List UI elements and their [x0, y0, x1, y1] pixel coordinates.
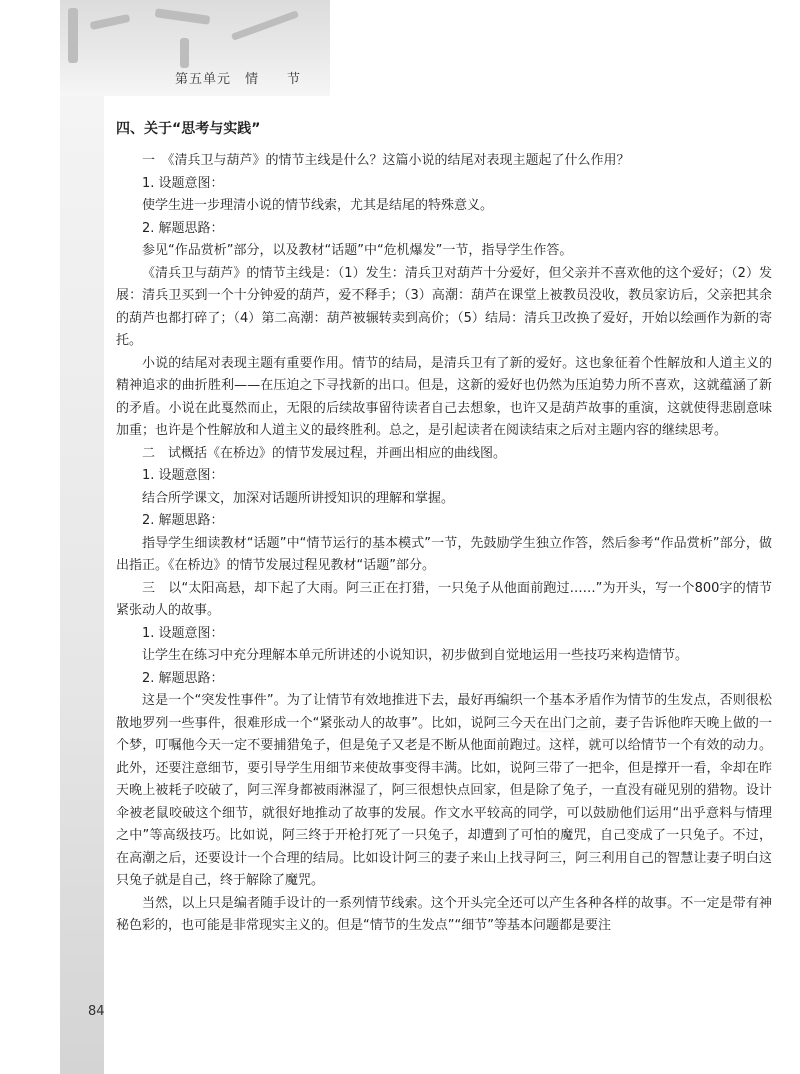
paragraph-list: [116, 150, 772, 938]
paragraph: 参见“作品赏析”部分，以及教材“话题”中“危机爆发”一节，指导学生作答。: [142, 243, 573, 258]
paragraph: 当然，以上只是编者随手设计的一系列情节线索。这个开头完全还可以产生各种各样的故事。不一定是带有神秘色彩的，也可能是非常现实主义的。但是“情节的生发点”“细节”等基本问题都是要注: [116, 895, 772, 933]
page-margin-bar: [60, 96, 104, 1074]
paragraph: 2. 解题思路：: [142, 513, 224, 528]
paragraph: 二 试概括《在桥边》的情节发展过程，并画出相应的曲线图。: [142, 445, 507, 461]
paragraph: 小说的结尾对表现主题有重要作用。情节的结局，是清兵卫有了新的爱好。这也象征着个性解放和人道主义的精神追求的曲折胜利——在压迫之下寻找新的出口。但是，这新的爱好也仍然为压迫势力所不喜欢，这就蕴涵了新的矛盾。小说在此戛然而止，无限的后续故事留待读者自己去想象，也许又是葫芦故事的重演，这就使得悲剧意味加重；也许是个性解放和人道主义的最终胜利。总之，是引起读者在阅读结束之后对主题内容的继续思考。: [116, 355, 772, 438]
paragraph: 一 《清兵卫与葫芦》的情节主线是什么？这篇小说的结尾对表现主题起了什么作用？: [142, 153, 630, 168]
paragraph: 指导学生细读教材“话题”中“情节运行的基本模式”一节，先鼓励学生独立作答，然后参考“作品赏析”部分，做出指正。《在桥边》的情节发展过程见教材“话题”部分。: [116, 535, 772, 573]
paragraph: 1. 设题意图：: [142, 175, 224, 191]
paragraph: 三 以“太阳高悬，却下起了大雨。阿三正在打猎，一只兔子从他面前跑过……”为开头，写一个800字的情节紧张动人的故事。: [116, 580, 772, 618]
paragraph: 2. 解题思路：: [142, 220, 224, 236]
unit-title: 第五单元 情 节: [175, 72, 302, 87]
paragraph: 结合所学课文，加深对话题所讲授知识的理解和掌握。: [142, 490, 455, 506]
paragraph: 1. 设题意图：: [142, 625, 224, 641]
page-number: 84: [88, 1004, 105, 1019]
paragraph: 2. 解题思路：: [142, 670, 224, 686]
main-content: [116, 118, 772, 938]
paragraph: 1. 设题意图：: [142, 468, 224, 483]
paragraph: 让学生在练习中充分理解本单元所讲述的小说知识，初步做到自觉地运用一些技巧来构造情节。: [142, 648, 689, 663]
paragraph: 这是一个“突发性事件”。为了让情节有效地推进下去，最好再编织一个基本矛盾作为情节的生发点，否则很松散地罗列一些事件，很难形成一个“紧张动人的故事”。比如，说阿三今天在出门之前，妻子告诉他昨天晚上做的一个梦，叮嘱他今天一定不要捕猎兔子，但是兔子又老是不断从他面前跑过。这样，就可以给情节一个有效的动力。此外，还要注意细节，要引导学生用细节来使故事变得丰满。比如，说阿三带了一把伞，但是撑开一看，伞却在昨天晚上被耗子咬破了，阿三浑身都被雨淋湿了，阿三很想快点回家，但是除了兔子，一直没有碰见别的猎物。设计伞被老鼠咬破这个细节，就很好地推动了故事的发展。作文水平较高的同学，可以鼓励他们运用“出乎意料与情理之中”等高级技巧。比如说，阿三终于开枪打死了一只兔子，却遭到了可怕的魔咒，自己变成了一只兔子。不过，在高潮之后，还要设计一个合理的结局。比如设计阿三的妻子来山上找寻阿三，阿三利用自己的智慧让妻子明白这只兔子就是自己，终于解除了魔咒。: [116, 693, 772, 888]
paragraph: 《清兵卫与葫芦》的情节主线是：（1）发生：清兵卫对葫芦十分爱好，但父亲并不喜欢他的这个爱好；（2）发展：清兵卫买到一个十分钟爱的葫芦，爱不释手；（3）高潮：葫芦在课堂上被教员没收，教员家访后，父亲把其余的葫芦也都打碎了；（4）第二高潮：葫芦被辗转卖到高价；（5）结局：清兵卫改换了爱好，开始以绘画作为新的寄托。: [116, 265, 772, 348]
paragraph: 使学生进一步理清小说的情节线索，尤其是结尾的特殊意义。: [142, 198, 494, 213]
section-title: 四、关于“思考与实践”: [116, 121, 261, 137]
